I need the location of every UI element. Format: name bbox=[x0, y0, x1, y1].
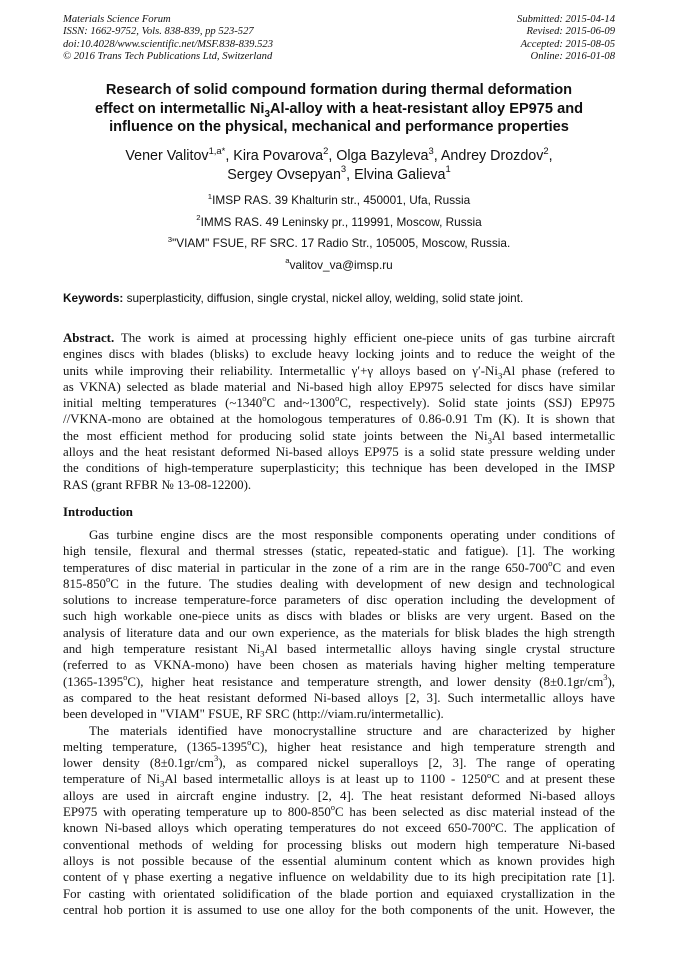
intro-line: content of γ phase exerting a negative influence on weldability due to its high precipitation rate [1]. bbox=[63, 870, 615, 885]
intro-line: known Ni-based alloys which operating temperatures do not exceed 650-700$^o$C. The application of bbox=[63, 820, 615, 836]
abstract-line: //VKNA-mono are obtained at the homologous temperatures of 0.86-0.91 Tm (K). It is shown that bbox=[63, 412, 615, 427]
contact-email bbox=[40, 255, 638, 277]
author-affil-mark: 2 bbox=[323, 144, 329, 156]
abstract-line: RAS (grant RFBR № 13-08-12200). bbox=[63, 477, 252, 492]
affiliations bbox=[40, 190, 638, 276]
author-affil-mark: 2 bbox=[543, 144, 549, 156]
keywords-text: superplasticity, diffusion, single crystal, nickel alloy, welding, solid state joint. bbox=[123, 291, 524, 305]
title-line: influence on the physical, mechanical and performance properties bbox=[109, 119, 569, 136]
online-date: Online: 2016-01-08 bbox=[530, 50, 615, 62]
section-heading: Introduction bbox=[63, 505, 133, 519]
intro-line: 815-850$^o$C in the future. The studies dealing with development of new design and technological bbox=[63, 575, 615, 591]
intro-line: such high workable one-piece units as discs with blades or blisks are very urgent. Based on the bbox=[63, 609, 615, 624]
intro-line: as compared to the heat resistant deformed Ni-based alloys [2, 3]. Such intermetallic alloys have bbox=[63, 690, 615, 705]
affiliation-3 bbox=[40, 233, 638, 255]
introduction-body bbox=[63, 527, 615, 918]
keywords bbox=[63, 291, 615, 305]
intro-line: temperatures of disc material in particular in the zone of a rim are in the range 650-700$^o$C and even bbox=[63, 559, 615, 575]
author-affil-mark: 3 bbox=[340, 163, 347, 175]
intro-line: conventional methods of welding for processing blisks out modern high temperature Ni-based bbox=[63, 837, 615, 852]
author-affil-mark: 1,a* bbox=[208, 144, 226, 156]
abstract bbox=[63, 330, 615, 493]
author-name: Andrey Drozdov bbox=[440, 148, 544, 164]
dates-header bbox=[517, 14, 615, 63]
intro-line: temperature of $Ni_3Al$ based intermetallic alloys is at least up to 1100 - 1250$^o$C and at present these bbox=[63, 771, 615, 788]
intro-line: alloys is not possible because of the essential aluminum content which as known provides high bbox=[63, 853, 615, 868]
abstract-line: as VKNA) selected as blade material and Ni-based high alloy EP975 selected for discs have similar bbox=[63, 379, 615, 394]
title-line: effect on intermetallic $Ni_3Al$-alloy with a heat-resistant alloy EP975 and bbox=[94, 100, 584, 120]
accepted-date: Accepted: 2015-08-05 bbox=[520, 38, 615, 50]
keywords-label: Keywords: bbox=[63, 291, 124, 305]
intro-line: been developed in "VIAM" FSUE, RF SRC (http://viam.ru/intermetallic). bbox=[63, 707, 444, 722]
journal-header bbox=[63, 14, 273, 63]
intro-line: alloys are used in aircraft engine industry. [2, 4]. The heat resistant deformed Ni-based alloys bbox=[63, 788, 615, 803]
intro-line: EP975 with operating temperature up to 800-850$^o$C has been selected as disc material instead of the bbox=[63, 804, 615, 820]
intro-line: high tensile, flexural and thermal stresses (static, repeated-static and fatigue). [1]. The working bbox=[63, 544, 615, 559]
author-name: Olga Bazyleva bbox=[336, 148, 429, 164]
abstract-text: The work is aimed at processing highly efficient one-piece units of gas turbine aircraft bbox=[114, 331, 615, 345]
affil-mark: a bbox=[285, 256, 290, 266]
abstract-line-1 bbox=[63, 330, 615, 346]
intro-line: (referred to as VKNA-mono) have been chosen as materials having higher melting temperature bbox=[63, 658, 615, 673]
intro-line: and high temperature resistant $Ni_3Al$ based intermetallic alloys having single crystal structure bbox=[63, 642, 615, 658]
affil-mark: 2 bbox=[196, 213, 201, 223]
paper-title bbox=[40, 81, 638, 137]
title-line: Research of solid compound formation during thermal deformation bbox=[105, 82, 573, 98]
author-name: Elvina Galieva bbox=[354, 166, 446, 183]
affil-mark: 3 bbox=[167, 234, 173, 244]
intro-line: solutions to increase temperature-force parameters of disc operation including the development of bbox=[63, 593, 615, 608]
abstract-line: initial melting temperatures (~1340$^o$C and~1300$^o$C, respectively). Solid state joints (SSJ) EP975 bbox=[63, 395, 615, 411]
doi-line: doi:10.4028/www.scientific.net/MSF.838-839.523 bbox=[63, 38, 273, 50]
affil-text: IMSP RAS. 39 Khalturin str., 450001, Ufa, Russia bbox=[212, 193, 471, 207]
author-name: Vener Valitov bbox=[125, 148, 209, 164]
affil-mark: 1 bbox=[207, 191, 213, 201]
author-name: Kira Povarova bbox=[233, 148, 324, 164]
submitted-date: Submitted: 2015-04-14 bbox=[517, 14, 615, 25]
intro-line: analysis of literature data and our own experience, as the materials for blisk blades the high strength bbox=[63, 625, 615, 640]
abstract-label: Abstract. bbox=[63, 331, 115, 345]
abstract-line: alloys and the heat resistant deformed Ni-based alloys EP975 is a solid state pressure welding under bbox=[63, 445, 615, 460]
journal-name: Materials Science Forum bbox=[63, 14, 171, 25]
intro-line: (1365-1395$^o$C), higher heat resistance and temperature strength, and lower density $(8\pm 0.1gr/cm^3)$, bbox=[63, 673, 615, 689]
affiliation-1 bbox=[40, 190, 638, 212]
email-text: valitov_va@imsp.ru bbox=[289, 257, 393, 272]
author-affil-mark: 3 bbox=[428, 144, 434, 156]
author-affil-mark: 1 bbox=[445, 163, 451, 175]
abstract-line: units while improving their reliability. Intermetallic γ′+γ alloys based on $\gamma'-Ni_3Al$ phase (refered to bbox=[63, 363, 615, 379]
intro-line: lower density $(8\pm 0.1gr/cm^3)$, as compared nickel superalloys [2, 3]. The range of operating bbox=[63, 755, 615, 771]
author-name: Sergey Ovsepyan bbox=[227, 166, 341, 183]
intro-line: The materials identified have monocrystalline structure and are characterized by higher bbox=[89, 723, 615, 738]
intro-line: central hob portion it is assumed to use one alloy for the both components of the unit. However, the bbox=[63, 902, 615, 917]
intro-line: melting temperature, (1365-1395$^o$C), higher heat resistance and high temperature strength and bbox=[63, 738, 615, 754]
revised-date: Revised: 2015-06-09 bbox=[526, 26, 615, 38]
affiliation-2 bbox=[40, 212, 638, 234]
abstract-line: the conditions of high-temperature superplasticity; this technique has been developed in the IMSP bbox=[63, 461, 615, 476]
intro-line: Gas turbine engine discs are the most responsible components operating under conditions of bbox=[89, 528, 615, 542]
abstract-line: engines discs with blades (blisks) to exclude heavy locking joints and to reduce the weight of the bbox=[63, 347, 615, 362]
issn-line: ISSN: 1662-9752, Vols. 838-839, pp 523-527 bbox=[63, 26, 254, 38]
intro-line: For casting with orientated solidification of the blade portion and equiaxed crystallization in the bbox=[63, 886, 615, 901]
abstract-line: the most efficient method for producing solid state joints between the $Ni_3Al$ based intermetallic bbox=[63, 428, 615, 445]
copyright-line: © 2016 Trans Tech Publications Ltd, Switzerland bbox=[63, 50, 273, 62]
affil-text: IMMS RAS. 49 Leninsky pr., 119991, Moscow, Russia bbox=[200, 214, 482, 229]
affil-text: "VIAM" FSUE, RF SRC. 17 Radio Str., 105005, Moscow, Russia. bbox=[172, 236, 511, 250]
author-list: Vener Valitov$^{1,a*}$, Kira Povarova$^2$, Olga Bazyleva$^3$, Andrey Drozdov$^2$, Sergey Ovsepyan$^3$, Elvina Galieva$^1$ bbox=[125, 144, 553, 183]
